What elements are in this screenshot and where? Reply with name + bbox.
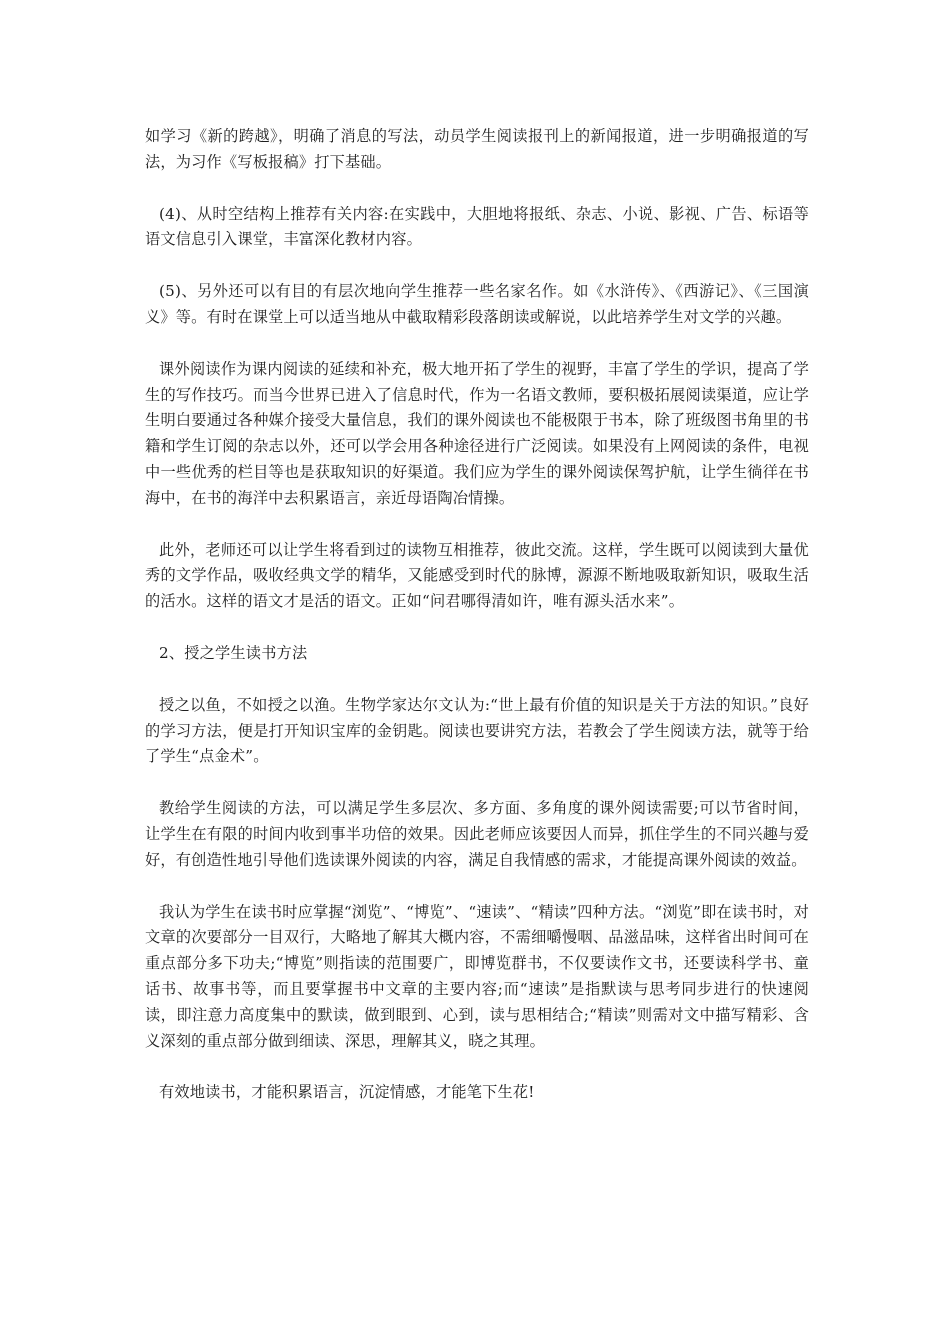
- paragraph-time-space-structure: (4)、从时空结构上推荐有关内容:在实践中，大胆地将报纸、杂志、小说、影视、广告、标语等语文信息引入课堂，丰富深化教材内容。: [145, 204, 809, 249]
- paragraph-teaching-methods: 教给学生阅读的方法，可以满足学生多层次、多方面、多角度的课外阅读需要;可以节省时间，让学生在有限的时间内收到事半功倍的效果。因此老师应该要因人而异，抓住学生的不同兴趣与爱好，有创造性地引导他们选读课外阅读的内容，满足自我情感的需求，才能提高课外阅读的效益。: [145, 799, 809, 869]
- paragraph-conclusion: 有效地读书，才能积累语言，沉淀情感，才能笔下生花!: [159, 1083, 535, 1102]
- paragraph-teach-to-fish: 授之以鱼，不如授之以渔。生物学家达尔文认为:“世上最有价值的知识是关于方法的知识。”良好的学习方法，便是打开知识宝库的金钥匙。阅读也要讲究方法，若教会了学生阅读方法，就等于给了学生“点金术”。: [145, 695, 809, 766]
- paragraph-extracurricular-reading: 课外阅读作为课内阅读的延续和补充，极大地开拓了学生的视野，丰富了学生的学识，提高了学生的写作技巧。而当今世界已进入了信息时代，作为一名语文教师，要积极拓展阅读渠道，应让学生明白要通过各种媒介接受大量信息，我们的课外阅读也不能极限于书本，除了班级图书角里的书籍和学生订阅的杂志以外，还可以学会用各种途径进行广泛阅读。如果没有上网阅读的条件，电视中一些优秀的栏目等也是获取知识的好渠道。我们应为学生的课外阅读保驾护航，让学生徜徉在书海中，在书的海洋中去积累语言，亲近母语陶冶情操。: [145, 359, 809, 507]
- section-heading-reading-methods: 2、授之学生读书方法: [159, 643, 308, 662]
- paragraph-famous-works: (5)、另外还可以有目的有层次地向学生推荐一些名家名作。如《水浒传》、《西游记》、《三国演义》等。有时在课堂上可以适当地从中截取精彩段落朗读或解说，以此培养学生对文学的兴趣。: [145, 282, 809, 326]
- paragraph-peer-recommendation: 此外，老师还可以让学生将看到过的读物互相推荐，彼此交流。这样，学生既可以阅读到大量优秀的文学作品，吸收经典文学的精华，又能感受到时代的脉博，源源不断地吸取新知识，吸取生活的活水。这样的语文才是活的语文。正如“问君哪得清如许，唯有源头活水来”。: [145, 540, 809, 611]
- paragraph-news-writing: 如学习《新的跨越》，明确了消息的写法，动员学生阅读报刊上的新闻报道，进一步明确报道的写法，为习作《写板报稿》打下基础。: [145, 127, 809, 171]
- document-body: [145, 124, 809, 1132]
- paragraph-four-methods: 我认为学生在读书时应掌握“浏览”、“博览”、“速读”、“精读”四种方法。“浏览”即在读书时，对文章的次要部分一目双行，大略地了解其大概内容，不需细嚼慢咽、品滋品味，这样省出时间可在重点部分多下功夫;“博览”则指读的范围要广，即博览群书，不仅要读作文书，还要读科学书、童话书、故事书等，而且要掌握书中文章的主要内容;而“速读”是指默读与思考同步进行的快速阅读，即注意力高度集中的默读，做到眼到、心到，读与思相结合;“精读”则需对文中描写精彩、含义深刻的重点部分做到细读、深思，理解其义，晓之其理。: [145, 902, 809, 1050]
